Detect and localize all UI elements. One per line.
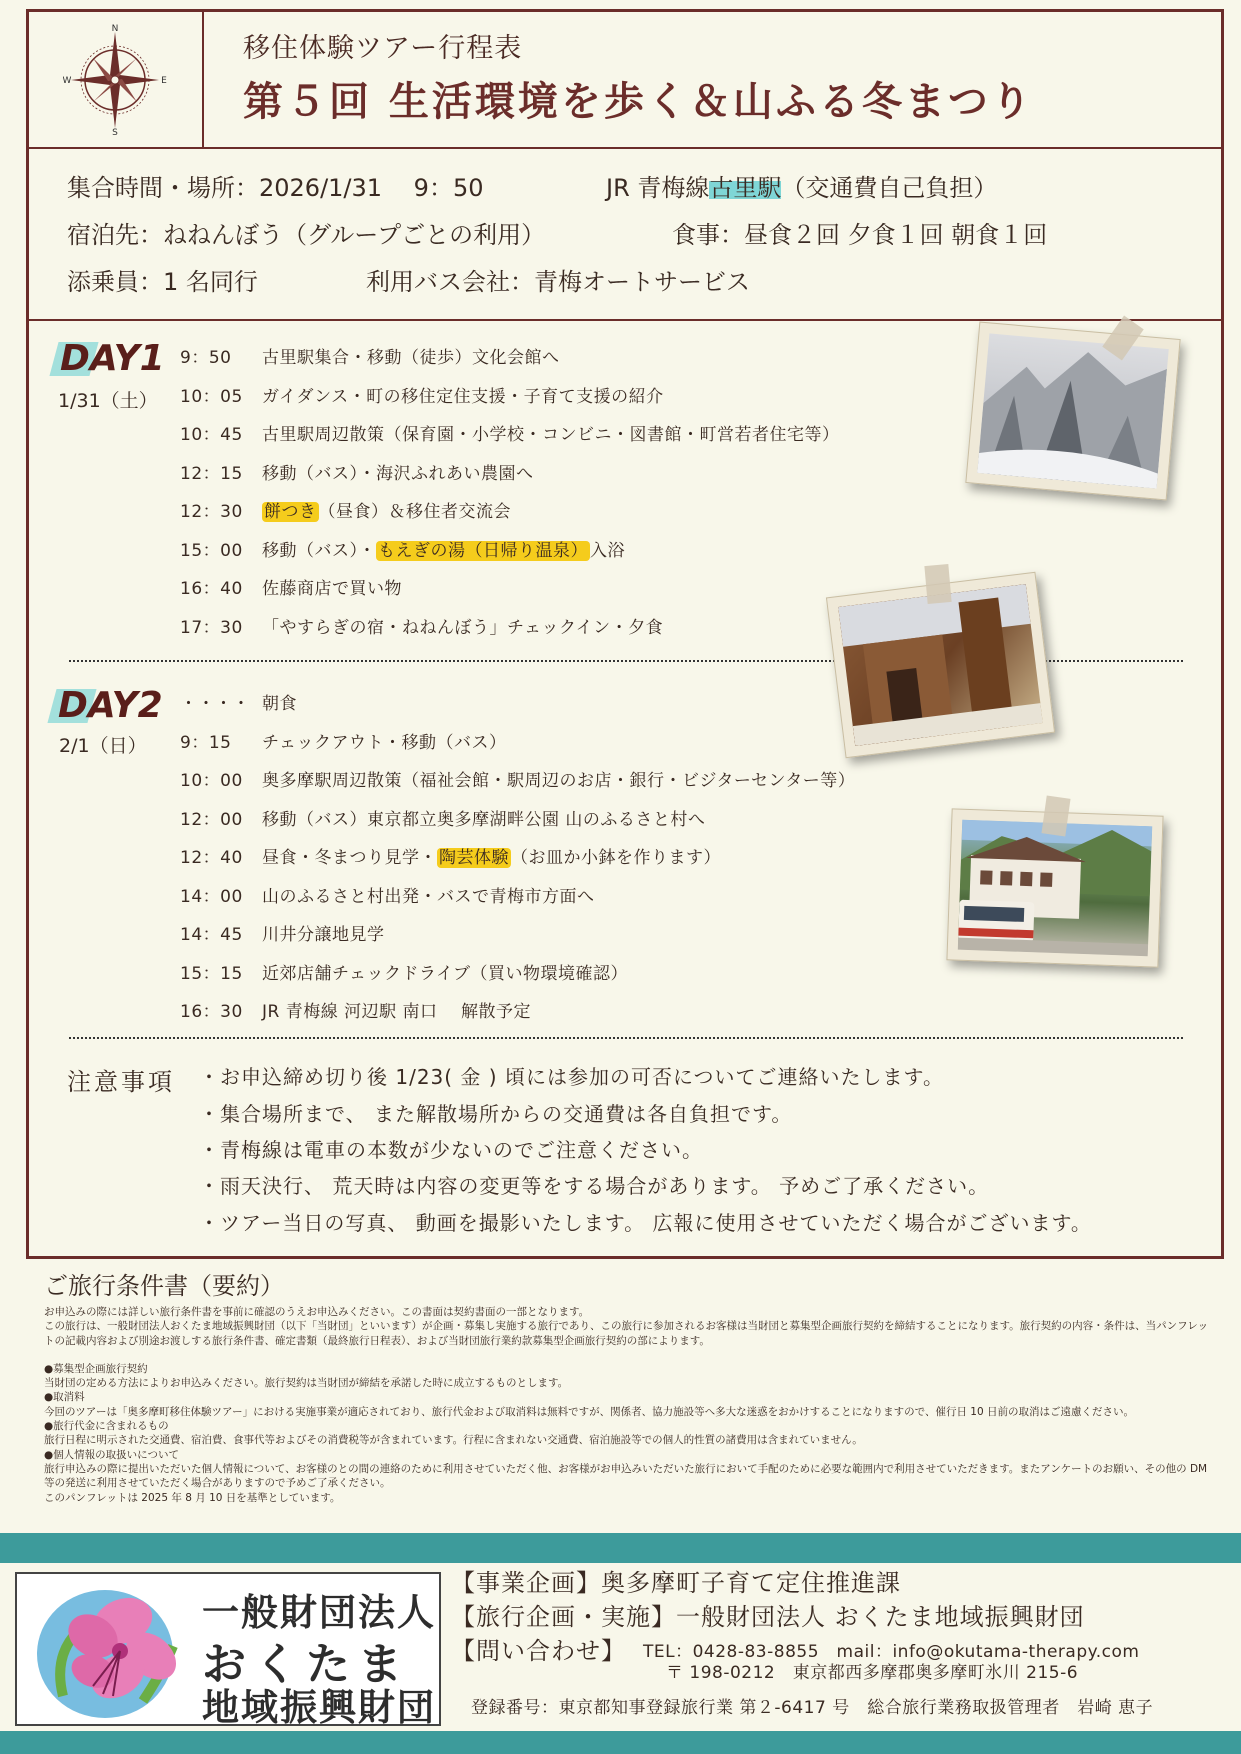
schedule-row (180, 728, 507, 753)
contact-tel-mail: TEL：0428-83-8855 mail：info@okutama-therapy.com (643, 1642, 1140, 1662)
schedule-time: 10：05 (180, 386, 243, 407)
schedule-row (180, 343, 560, 368)
schedule-row (180, 959, 628, 984)
schedule-text: 古里駅集合・移動（徒歩）文化会館へ (262, 348, 560, 368)
schedule-text: 入浴 (590, 540, 625, 561)
schedule-row (180, 497, 511, 522)
schedule-text: 昼食・冬まつり見学・ (262, 848, 437, 868)
inquiry-label: 【問い合わせ】 (451, 1637, 626, 1665)
schedule-time: 9：15 (180, 732, 232, 753)
schedule-row (180, 843, 721, 868)
schedule-time: 10：00 (180, 771, 243, 791)
day2-date: 2/1（日） (59, 735, 147, 757)
schedule-time: 12：00 (180, 809, 243, 830)
schedule-time: 9：50 (180, 348, 232, 368)
schedule-row (180, 459, 534, 484)
teal-band-bottom (0, 1731, 1241, 1754)
compass-e: E (161, 76, 167, 86)
onsen-building-image (838, 584, 1043, 746)
compass-cell (29, 12, 204, 147)
schedule-row (180, 766, 855, 791)
schedule-text: 移動（バス）東京都立奥多摩湖畔公園 山のふるさと村へ (262, 809, 706, 830)
schedule-text: 「やすらぎの宿・ねねんぼう」チェックイン・夕食 (262, 617, 664, 638)
conditions-paragraph: ●旅行代金に含まれるもの (44, 1420, 169, 1433)
schedule-highlight: もえぎの湯（日帰り温泉） (378, 540, 588, 561)
schedule-text: 古里駅周辺散策（保育園・小学校・コンビニ・図書館・町営若者住宅等） (262, 425, 840, 445)
conditions-paragraph: 旅行日程に明示された交通費、宿泊費、食事代等およびその消費税等が含まれています。行程に含まれない交通費、宿泊施設等での個人的性質の諸費用は含まれていません。 (44, 1434, 863, 1447)
conditions-paragraph: 当財団の定める方法によりお申込みください。旅行契約は当財団が締結を承諾した時に成立するものとします。 (44, 1377, 569, 1390)
schedule-time: 15：15 (180, 963, 243, 984)
schedule-time: 16：40 (180, 579, 243, 599)
header (29, 12, 1221, 149)
schedule-row (180, 689, 297, 714)
schedule-row (180, 882, 595, 907)
note-item: ・お申込締め切り後 1/23( 金 ) 頃には参加の可否についてご連絡いたします。 (199, 1065, 944, 1089)
compass-w: W (63, 76, 72, 86)
schedule-row (180, 613, 663, 638)
conditions-paragraph: お申込みの際には詳しい旅行条件書を事前に確認のうえお申込みください。この書面は契約書面の一部となります。 (44, 1306, 590, 1318)
station-bus-image (958, 820, 1152, 957)
conditions-paragraph: ●取消料 (44, 1391, 85, 1404)
schedule-row (180, 997, 531, 1022)
compass-s: S (112, 128, 118, 136)
schedule-text: 山のふるさと村出発・バスで青梅市方面へ (262, 886, 595, 907)
notes-heading: 注意事項 (67, 1068, 175, 1096)
lodging: 宿泊先：ねねんぼう（グループごとの利用） (67, 221, 546, 249)
compass-rose-icon (63, 24, 167, 136)
day1-badge: DAY1 (60, 338, 165, 379)
conditions-paragraph: 今回のツアーは「奥多摩町移住体験ツアー」における実施事業が適応されており、旅行代金および取消料は無料ですが、関係者、協力施設等へ多大な迷惑をおかけすることになりますので、催行日 10 日前の取消はご遠慮ください。 (44, 1405, 1134, 1418)
schedule-time: 12：30 (180, 502, 243, 522)
day2-badge: DAY2 (58, 685, 163, 726)
planning-dept: 【事業企画】奥多摩町子育て定住推進課 (451, 1569, 901, 1597)
schedule-time: 10：45 (180, 425, 243, 445)
logo-line: 地域振興財団 (202, 1685, 436, 1729)
schedule-text: 川井分譲地見学 (262, 925, 385, 945)
conditions-paragraph: 旅行申込みの際に提出いただいた個人情報について、お客様のとの間の連絡のために利用させていただく他、お客様がお申込みいただいた旅行において手配のために必要な範囲内で利用させていただきます。またアンケートのお願い、その他の DM 等の発送に利用させていただく場合がありますので予めご了承ください。 (44, 1462, 1208, 1490)
page-title: 第５回 生活環境を歩く＆山ふる冬まつり (243, 78, 1034, 125)
conditions-paragraph: この旅行は、一般財団法人おくたま地域振興財団（以下「当財団」といいます）が企画・募集し実施する旅行であり、この旅行に参加されるお客様は当財団と募集型企画旅行契約を締結することになります。旅行契約の内容・条件は、当パンフレットの記載内容および別途お渡しする旅行条件書、確定書類（最終旅行日程表）、および当財団旅行業約款募集型企画旅行契約の部によります。 (44, 1320, 1209, 1347)
itinerary-frame (26, 9, 1224, 1259)
schedule-row (180, 574, 402, 599)
schedule-text: （昼食）＆移住者交流会 (318, 502, 511, 522)
foundation-logo (15, 1572, 441, 1729)
conditions-paragraph: ●募集型企画旅行契約 (44, 1362, 148, 1375)
schedule-text: 朝食 (262, 694, 297, 714)
schedule-highlight: 陶芸体験 (439, 848, 509, 868)
snow-forest-photo (965, 322, 1180, 501)
schedule-text: JR 青梅線 河辺駅 南口 解散予定 (262, 1002, 531, 1022)
schedule-time: 14：45 (180, 925, 243, 945)
schedule-row (180, 920, 385, 945)
escort: 添乗員：1 名同行 (67, 268, 258, 296)
meeting-place: JR 青梅線古里駅（交通費自己負担） (606, 174, 998, 202)
compass-n: N (111, 24, 119, 34)
page-subtitle: 移住体験ツアー行程表 (243, 33, 523, 64)
schedule-row (180, 382, 664, 407)
meeting-info (29, 149, 1221, 321)
conditions-heading: ご旅行条件書（要約） (44, 1272, 284, 1300)
schedule-row (180, 536, 625, 561)
schedule-time: 12：40 (180, 848, 243, 868)
conditions-paragraph: このパンフレットは 2025 年 8 月 10 日を基準としています。 (44, 1491, 341, 1504)
schedule-highlight: 餅つき (264, 502, 317, 522)
azalea-flower-icon (23, 1576, 203, 1722)
meeting-time: 集合時間・場所：2026/1/31 9：50 (67, 174, 484, 202)
schedule-text: ガイダンス・町の移住定住支援・子育て支援の紹介 (262, 386, 664, 407)
schedule-row (180, 420, 840, 445)
note-item: ・青梅線は電車の本数が少ないのでご注意ください。 (199, 1138, 703, 1162)
photo-tape (924, 564, 951, 604)
schedule-row (180, 805, 705, 830)
schedule-time: 12：15 (180, 463, 243, 484)
schedule-text: 移動（バス）・海沢ふれあい農園へ (262, 463, 534, 484)
logo-line: 一般財団法人 (202, 1590, 436, 1634)
schedule-text: 奥多摩駅周辺散策（福祉会館・駅周辺のお店・銀行・ビジターセンター等） (262, 771, 856, 791)
logo-line: おくたま (202, 1639, 410, 1690)
schedule-time: 17：30 (180, 617, 243, 638)
schedule-text: （お皿か小鉢を作ります） (511, 848, 721, 868)
meals: 食事：昼食２回 夕食１回 朝食１回 (672, 221, 1048, 249)
bus-company: 利用バス会社：青梅オートサービス (366, 268, 750, 296)
conditions-text (44, 1305, 1214, 1505)
snow-trees-image (977, 333, 1169, 488)
schedule-time: 15：00 (180, 540, 243, 561)
teal-band-top (0, 1533, 1241, 1563)
note-item: ・集合場所まで、 また解散場所からの交通費は各自負担です。 (199, 1102, 793, 1126)
contact-address: 〒 198-0212 東京都西多摩郡奥多摩町氷川 215-6 (666, 1663, 1079, 1683)
schedule-time: 16：30 (180, 1002, 243, 1022)
conditions-paragraph: ●個人情報の取扱いについて (44, 1448, 179, 1461)
note-item: ・雨天決行、 荒天時は内容の変更等をする場合があります。 予めご了承ください。 (199, 1174, 990, 1198)
schedule-time: ・・・・ (180, 694, 250, 714)
registration-number: 登録番号：東京都知事登録旅行業 第２-6417 号 総合旅行業務取扱管理者 岩崎 恵子 (471, 1698, 1154, 1718)
day1-date: 1/31（土） (58, 390, 158, 412)
schedule-text: 移動（バス）・ (262, 540, 376, 561)
schedule-text: 近郊店舗チェックドライブ（買い物環境確認） (262, 963, 628, 984)
schedule-time: 14：00 (180, 886, 243, 907)
conditions-paragraph (44, 1348, 1214, 1362)
note-item: ・ツアー当日の写真、 動画を撮影いたします。 広報に使用させていただく場合がございます。 (199, 1211, 1092, 1235)
tour-operator: 【旅行企画・実施】一般財団法人 おくたま地域振興財団 (451, 1603, 1085, 1631)
schedule-text: チェックアウト・移動（バス） (262, 732, 507, 753)
divider (69, 1037, 1183, 1039)
schedule-text: 佐藤商店で買い物 (262, 579, 402, 599)
